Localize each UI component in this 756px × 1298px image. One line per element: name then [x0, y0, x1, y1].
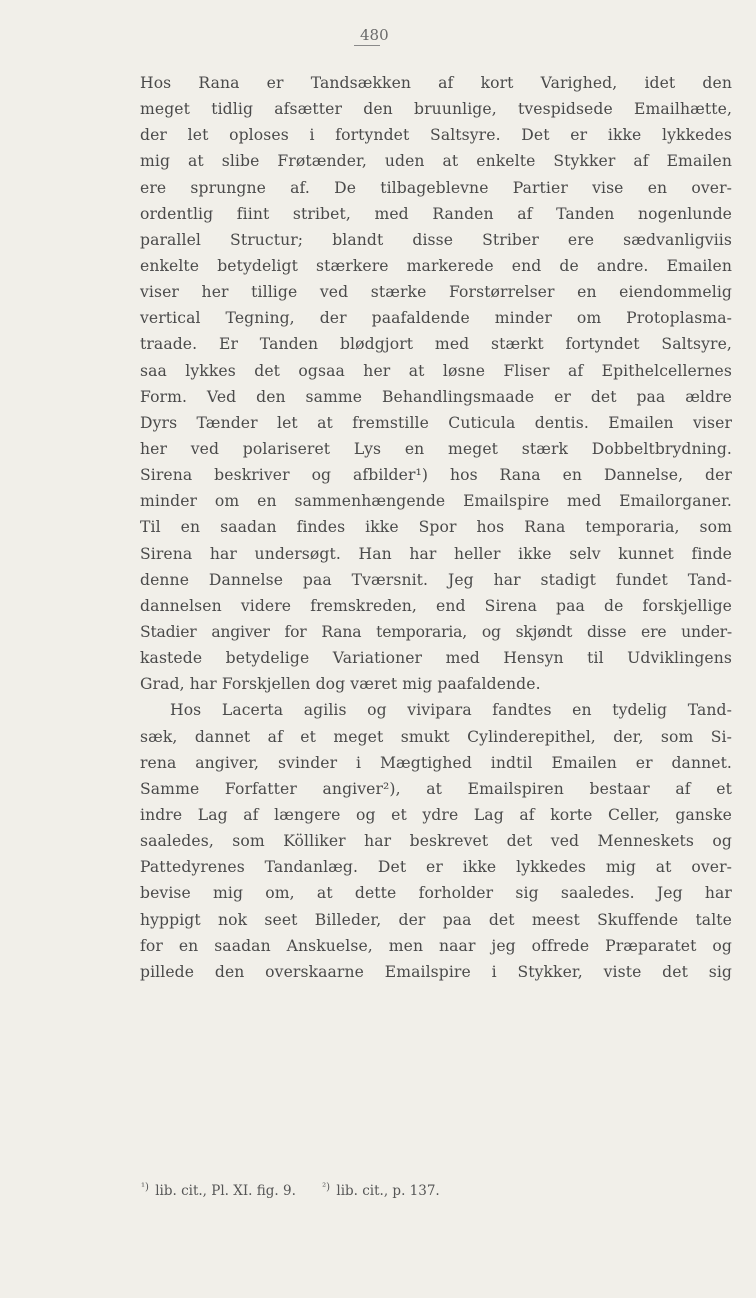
text-line: der let oploses i fortyndet Saltsyre. Det er ikke lykkedes	[140, 126, 732, 145]
text-line: Sirena beskriver og afbilder¹) hos Rana en Dannelse, der	[140, 466, 732, 485]
text-line: ere sprungne af. De tilbageblevne Partier vise en over-	[140, 178, 732, 197]
text-line: Sirena har undersøgt. Han har heller ikke selv kunnet finde	[140, 544, 732, 563]
text-line: dannelsen videre fremskreden, end Sirena paa de forskjellige	[140, 596, 732, 615]
text-line: vertical Tegning, der paafaldende minder om Protoplasma-	[140, 309, 732, 328]
text-line: Dyrs Tænder let at fremstille Cuticula dentis. Emailen viser	[140, 413, 732, 432]
text-line: enkelte betydeligt stærkere markerede end de andre. Emailen	[140, 256, 732, 275]
page-number: 480	[360, 26, 420, 46]
text-line: for en saadan Anskuelse, men naar jeg offrede Præparatet og	[140, 936, 732, 955]
text-line: Pattedyrenes Tandanlæg. Det er ikke lykkedes mig at over-	[140, 858, 732, 877]
footnote	[141, 1183, 296, 1199]
text-line: saa lykkes det ogsaa her at løsne Fliser af Epithelcellernes	[140, 361, 732, 380]
text-line: Samme Forfatter angiver²), at Emailspiren bestaar af et	[140, 779, 732, 798]
text-line: parallel Structur; blandt disse Striber ere sædvanligviis	[140, 230, 732, 249]
text-line: minder om en sammenhængende Emailspire med Emailorganer.	[140, 492, 732, 511]
text-line: meget tidlig afsætter den bruunlige, tvespidsede Emailhætte,	[140, 100, 732, 119]
body-text	[140, 70, 732, 985]
text-line: Stadier angiver for Rana temporaria, og skjøndt disse ere under-	[140, 622, 732, 641]
footnote-text: lib. cit., p. 137.	[336, 1183, 440, 1199]
text-line: traade. Er Tanden blødgjort med stærkt fortyndet Saltsyre,	[140, 335, 732, 354]
footnotes	[141, 1178, 733, 1201]
text-line: hyppigt nok seet Billeder, der paa det meest Skuffende talte	[140, 910, 732, 929]
text-line: pillede den overskaarne Emailspire i Stykker, viste det sig	[140, 962, 732, 981]
footnote-text: lib. cit., Pl. XI. fig. 9.	[155, 1183, 296, 1199]
text-line: ordentlig fiint stribet, med Randen af Tanden nogenlunde	[140, 204, 732, 223]
text-line: viser her tillige ved stærke Forstørrelser en eiendommelig	[140, 283, 732, 302]
text-line: saaledes, som Kölliker har beskrevet det ved Menneskets og	[140, 832, 732, 851]
text-line: Hos Lacerta agilis og vivipara fandtes en tydelig Tand-	[170, 701, 732, 720]
text-line: Grad, har Forskjellen dog været mig paafaldende.	[140, 675, 541, 694]
text-line: kastede betydelige Variationer med Hensyn til Udviklingens	[140, 649, 732, 668]
text-line: indre Lag af længere og et ydre Lag af korte Celler, ganske	[140, 805, 732, 824]
text-line: mig at slibe Frøtænder, uden at enkelte Stykker af Emailen	[140, 152, 732, 171]
text-line: rena angiver, svinder i Mægtighed indtil Emailen er dannet.	[140, 753, 732, 772]
footnote-mark: ¹)	[141, 1182, 149, 1193]
text-line: Til en saadan findes ikke Spor hos Rana temporaria, som	[140, 518, 732, 537]
text-line: denne Dannelse paa Tværsnit. Jeg har stadigt fundet Tand-	[140, 570, 732, 589]
text-line: her ved polariseret Lys en meget stærk Dobbeltbrydning.	[140, 439, 732, 458]
footnote	[322, 1183, 440, 1199]
text-line: Form. Ved den samme Behandlingsmaade er det paa ældre	[140, 387, 732, 406]
footnote-mark: ²)	[322, 1182, 331, 1193]
text-line: Hos Rana er Tandsækken af kort Varighed, idet den	[140, 74, 732, 92]
text-line: bevise mig om, at dette forholder sig saaledes. Jeg har	[140, 884, 732, 903]
text-line: sæk, dannet af et meget smukt Cylinderepithel, der, som Si-	[140, 727, 732, 746]
